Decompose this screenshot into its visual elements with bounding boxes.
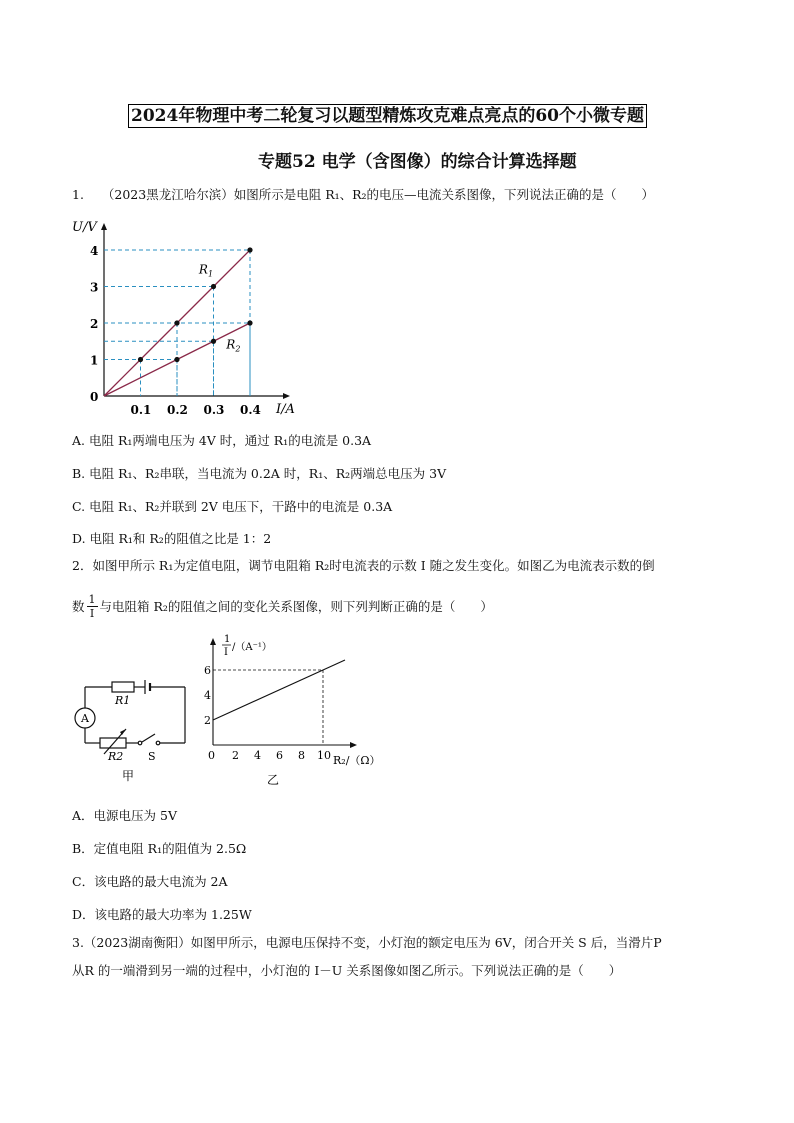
switch-contact-left xyxy=(138,741,142,745)
ammeter-label: A xyxy=(81,712,89,725)
x-tick-label: 4 xyxy=(254,749,261,762)
x-axis-label: R₂/（Ω） xyxy=(333,754,381,767)
series-title: 2024年物理中考二轮复习以题型精炼攻克难点亮点的60个小微专题 xyxy=(128,104,647,128)
q2-frac-num: 1 xyxy=(88,593,96,606)
q2-stem-post: 与电阻箱 R₂的阻值之间的变化关系图像，则下列判断正确的是（ ） xyxy=(99,598,493,614)
q2-stem-text-1: 如图甲所示 R₁为定值电阻，调节电阻箱 R₂时电流表的示数 I 随之发生变化。如图乙为电流表示数的倒 xyxy=(92,558,655,573)
data-point xyxy=(174,357,179,362)
q2-frac-den: I xyxy=(89,607,95,620)
switch-contact-right xyxy=(156,741,160,745)
q2-stem-line2 xyxy=(72,593,493,620)
data-point xyxy=(211,339,216,344)
circuit-diagram xyxy=(70,676,195,786)
q2-option-a[interactable]: A．电源电压为 5V xyxy=(72,808,177,823)
x-tick-label: 0.2 xyxy=(167,403,188,417)
q3-stem-line1: 3.（2023湖南衡阳）如图甲所示，电源电压保持不变，小灯泡的额定电压为 6V，闭合开关 S 后，当滑片P xyxy=(72,935,662,950)
x-tick-label: 10 xyxy=(317,749,331,762)
data-point xyxy=(174,320,179,325)
y-label-frac-den: I xyxy=(224,647,228,658)
data-point xyxy=(138,357,143,362)
series-label-r1: $R_1$ xyxy=(198,262,214,279)
x-tick-label: 2 xyxy=(232,749,239,762)
q1-stem: （2023黑龙江哈尔滨）如图所示是电阻 R₁、R₂的电压—电流关系图像，下列说法正确的是（ ） xyxy=(101,187,655,202)
y-axis-arrow xyxy=(210,638,216,645)
chart-caption: 乙 xyxy=(267,773,280,786)
x-tick-label: 0.1 xyxy=(130,403,152,417)
q2-number: 2． xyxy=(72,558,93,573)
data-point xyxy=(247,247,252,252)
q3-stem-line2: 从R 的一端滑到另一端的过程中，小灯泡的 I－U 关系图像如图乙所示。下列说法正确的是（ ） xyxy=(72,963,622,978)
q1-option-c[interactable]: C. 电阻 R₁、R₂并联到 2V 电压下，干路中的电流是 0.3A xyxy=(72,499,393,514)
origin-label: 0 xyxy=(90,390,99,404)
y-axis-label: /（A⁻¹） xyxy=(232,642,272,653)
data-point xyxy=(211,284,216,289)
q2-option-c[interactable]: C．该电路的最大电流为 2A xyxy=(72,874,228,889)
y-tick-label: 6 xyxy=(204,664,211,677)
x-tick-label: 0.4 xyxy=(240,403,261,417)
x-tick-label: 0.3 xyxy=(203,403,225,417)
x-tick-label: 8 xyxy=(298,749,305,762)
y-tick-label: 2 xyxy=(204,714,211,727)
x-axis-arrow xyxy=(283,393,290,399)
switch-label: S xyxy=(148,750,156,763)
origin-label: 0 xyxy=(208,749,215,762)
r1-label: R1 xyxy=(115,694,131,707)
q2-stem-line1 xyxy=(72,557,655,575)
y-tick-label: 4 xyxy=(204,689,211,702)
series-line-inverse-current xyxy=(213,660,345,720)
circuit-caption: 甲 xyxy=(122,769,135,783)
topic-title: 专题52 电学（含图像）的综合计算选择题 xyxy=(258,152,577,172)
y-axis-label: U/V xyxy=(72,220,97,235)
y-axis-arrow xyxy=(101,223,107,230)
q2-fraction xyxy=(87,593,98,620)
x-tick-label: 6 xyxy=(276,749,283,762)
q2-option-b[interactable]: B．定值电阻 R₁的阻值为 2.5Ω xyxy=(72,841,247,856)
u-i-chart xyxy=(60,210,320,422)
q1-number: 1. xyxy=(72,187,84,202)
resistor-r1 xyxy=(112,682,134,692)
q1-stem-row xyxy=(72,186,654,204)
y-tick-label: 3 xyxy=(90,280,99,295)
x-axis-arrow xyxy=(350,742,357,748)
switch-lever-icon[interactable] xyxy=(142,734,155,742)
q2-stem-pre: 数 xyxy=(72,598,85,614)
r2-label: R2 xyxy=(108,750,124,763)
data-point xyxy=(247,320,252,325)
q2-option-d[interactable]: D．该电路的最大功率为 1.25W xyxy=(72,907,252,922)
series-label-r2: $R_2$ xyxy=(226,337,241,354)
q1-option-a[interactable]: A. 电阻 R₁两端电压为 4V 时，通过 R₁的电流是 0.3A xyxy=(72,433,372,448)
y-tick-label: 2 xyxy=(90,317,99,331)
y-tick-label: 1 xyxy=(90,353,99,368)
y-tick-label: 4 xyxy=(90,244,99,258)
x-axis-label: I/A xyxy=(276,402,295,417)
q1-option-d[interactable]: D. 电阻 R₁和 R₂的阻值之比是 1：2 xyxy=(72,531,272,546)
inverse-current-chart xyxy=(193,628,403,786)
q1-option-b[interactable]: B. 电阻 R₁、R₂串联，当电流为 0.2A 时，R₁、R₂两端总电压为 3V xyxy=(72,466,447,481)
y-label-frac-num: 1 xyxy=(224,634,231,645)
